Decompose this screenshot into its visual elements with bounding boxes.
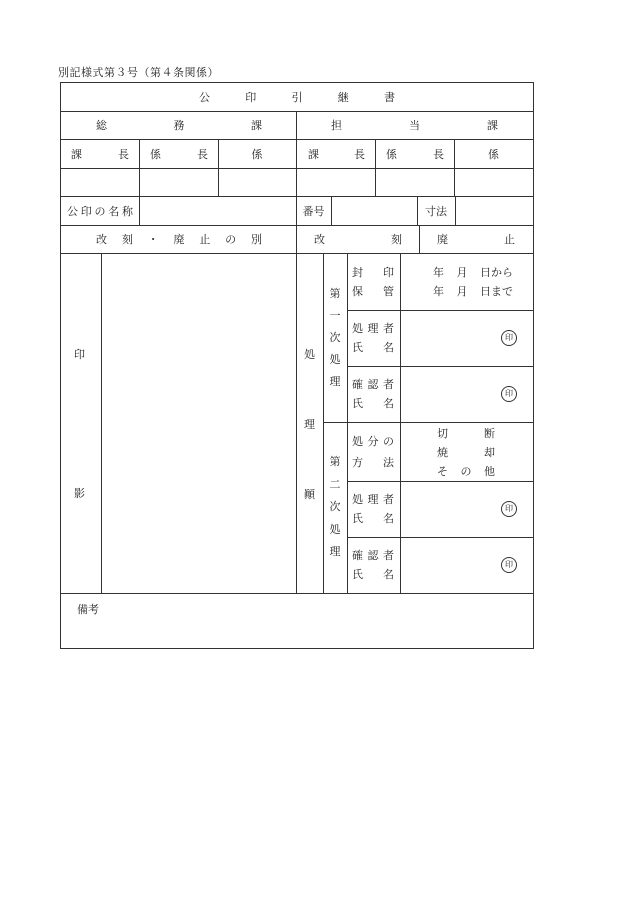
date-to-field[interactable]: 年 月 日まで (433, 285, 513, 298)
number-label: 番号 (302, 204, 325, 218)
cut-option[interactable]: 切 断 (437, 427, 495, 440)
other-option[interactable]: そ の 他 (437, 465, 495, 478)
storage-label: 保 管 (352, 285, 394, 298)
rule (419, 225, 420, 253)
seal-mark-icon: 印 (501, 330, 517, 346)
disposal-label: 処 分 の (352, 435, 394, 448)
recarve-abolish-label: 改 刻 ・ 廃 止 の 別 (96, 233, 262, 246)
rule (323, 422, 533, 423)
remarks-label: 備考 (77, 603, 99, 616)
processor-label: 処 理 者 (352, 493, 394, 506)
seal-mark-icon: 印 (501, 501, 517, 517)
size-field[interactable] (455, 196, 533, 225)
confirmer-label: 確 認 者 (352, 378, 394, 391)
seal-mark-icon: 印 (501, 557, 517, 573)
seal-name-field[interactable] (139, 196, 296, 225)
form-number-label: 別記様式第３号（第４条関係） (58, 66, 219, 79)
seal-name-label: 公 印 の 名 称 (67, 204, 133, 218)
rule (347, 481, 533, 482)
recarve-option[interactable]: 改 刻 (314, 233, 402, 246)
form-title: 公 印 引 継 書 (199, 91, 395, 104)
subsection-chief-label: 係 長 (150, 147, 208, 161)
name-label: 氏 名 (352, 397, 394, 410)
rule (347, 310, 533, 311)
responsible-section-header: 担 当 課 (331, 119, 498, 132)
seal-impression-label-top: 印 (74, 348, 85, 361)
remarks-field[interactable] (61, 594, 533, 648)
abolish-option[interactable]: 廃 止 (437, 233, 515, 246)
rule (347, 366, 533, 367)
seal-mark-icon: 印 (501, 386, 517, 402)
subsection-chief-label: 係 長 (386, 147, 444, 161)
size-label: 寸法 (425, 204, 447, 218)
processor-label: 処 理 者 (352, 322, 394, 335)
staff-label: 係 (488, 147, 499, 161)
section-chief-label: 課 長 (308, 147, 365, 161)
stamp-box[interactable] (296, 168, 375, 196)
rule (400, 253, 401, 593)
general-affairs-section-header: 総 務 課 (96, 119, 262, 132)
incinerate-option[interactable]: 焼 却 (437, 446, 495, 459)
stamp-box[interactable] (454, 168, 533, 196)
staff-label: 係 (251, 147, 263, 161)
seal-label: 封 印 (352, 266, 394, 279)
name-label: 氏 名 (352, 341, 394, 354)
stamp-box[interactable] (139, 168, 218, 196)
second-processing-label: 第 二 次 処 理 (329, 455, 341, 558)
name-label: 氏 名 (352, 512, 394, 525)
section-chief-label: 課 長 (71, 147, 129, 161)
seal-handover-form (60, 82, 534, 649)
processing-history-label: 処 理 顚 (304, 348, 315, 501)
stamp-box[interactable] (61, 168, 139, 196)
rule (347, 253, 348, 593)
date-from-field[interactable]: 年 月 日から (433, 266, 513, 279)
rule (347, 537, 533, 538)
first-processing-label: 第 一 次 処 理 (329, 287, 341, 388)
seal-impression-area[interactable] (101, 253, 296, 593)
method-label: 方 法 (352, 456, 394, 469)
number-field[interactable] (331, 196, 417, 225)
stamp-box[interactable] (218, 168, 296, 196)
name-label: 氏 名 (352, 568, 394, 581)
confirmer-label: 確 認 者 (352, 549, 394, 562)
stamp-box[interactable] (375, 168, 454, 196)
seal-impression-label-bottom: 影 (74, 487, 85, 500)
